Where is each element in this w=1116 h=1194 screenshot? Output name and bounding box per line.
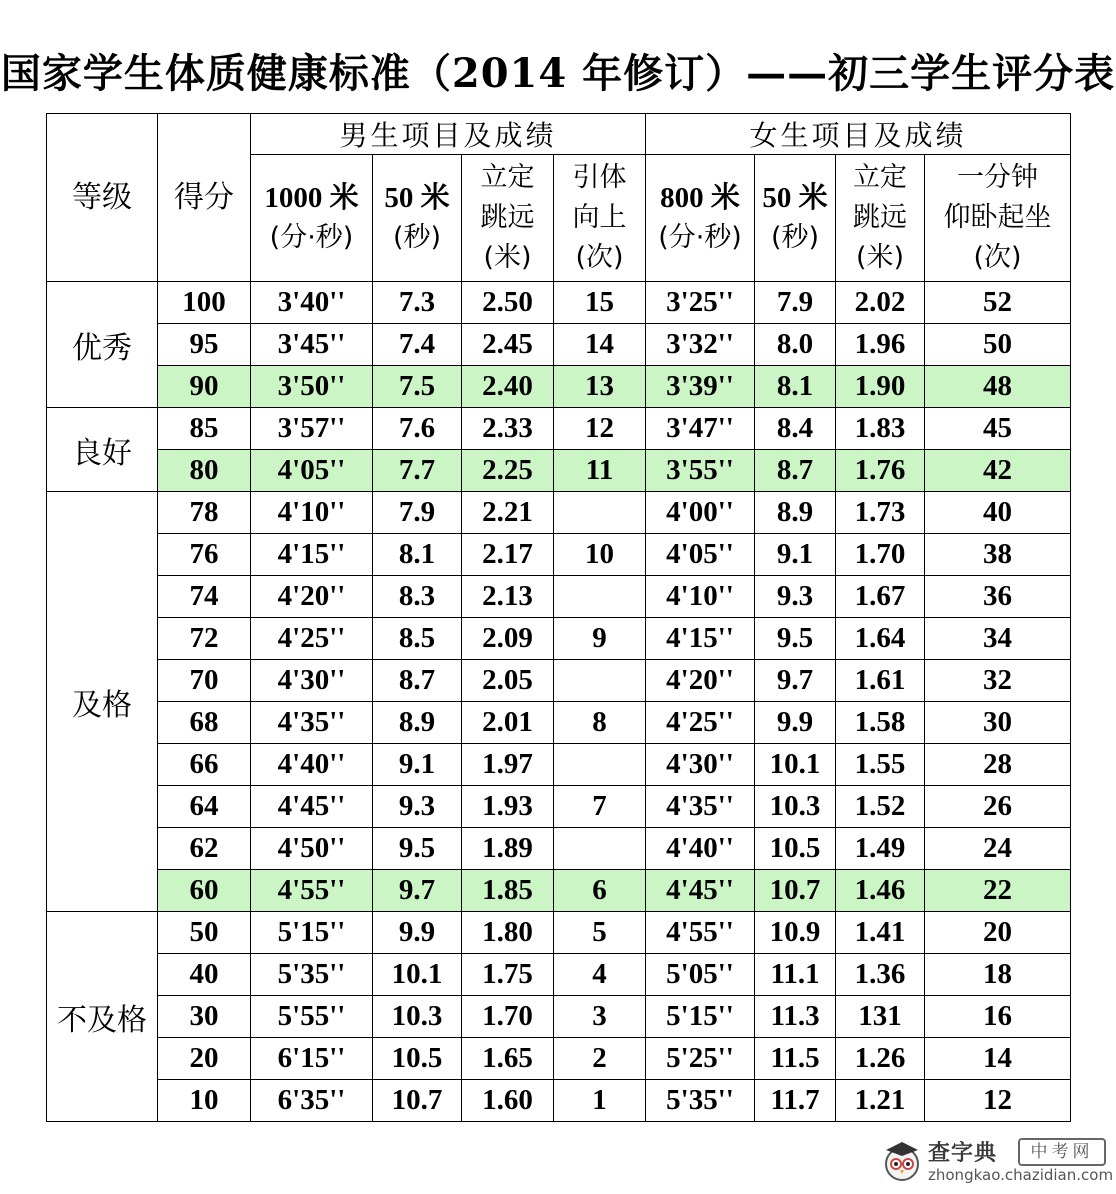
female-situp-cell: 48 — [925, 366, 1071, 408]
male-1000m-cell: 4'25'' — [251, 618, 373, 660]
female-50m-cell: 11.1 — [755, 954, 836, 996]
owl-scholar-icon — [880, 1138, 924, 1182]
female-50m-cell: 10.3 — [755, 786, 836, 828]
male-jump-cell: 2.45 — [462, 324, 554, 366]
header-female-jump-unit: (米) — [855, 242, 905, 273]
score-cell: 80 — [158, 450, 251, 492]
score-cell: 10 — [158, 1080, 251, 1122]
score-cell: 60 — [158, 870, 251, 912]
table-row — [47, 618, 1071, 660]
header-male-50m-name: 50 米 — [384, 182, 450, 214]
male-jump-cell: 1.70 — [462, 996, 554, 1038]
female-situp-cell: 36 — [925, 576, 1071, 618]
female-50m-cell: 11.7 — [755, 1080, 836, 1122]
male-pullup-cell: 13 — [554, 366, 646, 408]
female-800m-cell: 4'55'' — [646, 912, 755, 954]
male-pullup-cell: 4 — [554, 954, 646, 996]
female-jump-cell: 1.83 — [836, 408, 925, 450]
female-50m-cell: 10.1 — [755, 744, 836, 786]
male-1000m-cell: 3'45'' — [251, 324, 373, 366]
table-row — [47, 954, 1071, 996]
male-jump-cell: 2.33 — [462, 408, 554, 450]
male-50m-cell: 7.7 — [373, 450, 462, 492]
table-row — [47, 1080, 1071, 1122]
female-situp-cell: 28 — [925, 744, 1071, 786]
header-male-1000m — [251, 155, 373, 282]
female-situp-cell: 18 — [925, 954, 1071, 996]
female-situp-cell: 22 — [925, 870, 1071, 912]
female-situp-cell: 20 — [925, 912, 1071, 954]
female-situp-cell: 52 — [925, 282, 1071, 324]
male-pullup-cell: 7 — [554, 786, 646, 828]
table-row — [47, 1038, 1071, 1080]
male-pullup-cell — [554, 576, 646, 618]
female-50m-cell: 11.5 — [755, 1038, 836, 1080]
male-jump-cell: 1.85 — [462, 870, 554, 912]
male-50m-cell: 9.1 — [373, 744, 462, 786]
male-pullup-cell: 1 — [554, 1080, 646, 1122]
male-50m-cell: 10.7 — [373, 1080, 462, 1122]
female-800m-cell: 3'55'' — [646, 450, 755, 492]
female-50m-cell: 9.5 — [755, 618, 836, 660]
female-50m-cell: 7.9 — [755, 282, 836, 324]
female-800m-cell: 5'05'' — [646, 954, 755, 996]
table-row — [47, 870, 1071, 912]
header-female-50m-unit: (秒) — [770, 222, 820, 253]
male-pullup-cell — [554, 744, 646, 786]
female-800m-cell: 3'39'' — [646, 366, 755, 408]
score-cell: 66 — [158, 744, 251, 786]
female-jump-cell: 1.26 — [836, 1038, 925, 1080]
female-jump-cell: 1.58 — [836, 702, 925, 744]
score-cell: 90 — [158, 366, 251, 408]
female-situp-cell: 50 — [925, 324, 1071, 366]
male-1000m-cell: 5'15'' — [251, 912, 373, 954]
watermark-brand: 查字典 — [928, 1141, 998, 1166]
female-jump-cell: 1.49 — [836, 828, 925, 870]
score-cell: 74 — [158, 576, 251, 618]
male-50m-cell: 7.4 — [373, 324, 462, 366]
male-pullup-cell: 10 — [554, 534, 646, 576]
header-female-jump-l1: 立定 — [853, 162, 908, 193]
grade-excellent: 优秀 — [47, 282, 158, 408]
male-pullup-cell: 2 — [554, 1038, 646, 1080]
header-male-jump-l1: 立定 — [480, 162, 535, 193]
male-50m-cell: 9.9 — [373, 912, 462, 954]
male-50m-cell: 7.6 — [373, 408, 462, 450]
male-50m-cell: 7.3 — [373, 282, 462, 324]
female-800m-cell: 4'30'' — [646, 744, 755, 786]
female-50m-cell: 8.9 — [755, 492, 836, 534]
female-jump-cell: 1.76 — [836, 450, 925, 492]
header-female-situp-unit: (次) — [973, 242, 1022, 273]
female-50m-cell: 9.1 — [755, 534, 836, 576]
female-800m-cell: 4'00'' — [646, 492, 755, 534]
female-800m-cell: 4'40'' — [646, 828, 755, 870]
female-situp-cell: 24 — [925, 828, 1071, 870]
header-male-50m-unit: (秒) — [392, 222, 442, 253]
male-1000m-cell: 3'57'' — [251, 408, 373, 450]
male-jump-cell: 1.89 — [462, 828, 554, 870]
table-row — [47, 408, 1071, 450]
table-row — [47, 366, 1071, 408]
female-800m-cell: 5'25'' — [646, 1038, 755, 1080]
male-1000m-cell: 4'50'' — [251, 828, 373, 870]
male-50m-cell: 9.3 — [373, 786, 462, 828]
female-50m-cell: 9.7 — [755, 660, 836, 702]
table-body — [47, 282, 1071, 1122]
female-jump-cell: 131 — [836, 996, 925, 1038]
female-jump-cell: 1.36 — [836, 954, 925, 996]
male-pullup-cell: 12 — [554, 408, 646, 450]
male-jump-cell: 1.75 — [462, 954, 554, 996]
male-1000m-cell: 5'55'' — [251, 996, 373, 1038]
female-800m-cell: 4'25'' — [646, 702, 755, 744]
score-table — [46, 113, 1071, 1122]
header-male-pullup-l1: 引体 — [572, 162, 627, 193]
watermark-url: zhongkao.chazidian.com — [928, 1166, 1114, 1184]
header-male-1000m-name: 1000 米 — [264, 182, 359, 214]
female-jump-cell: 1.90 — [836, 366, 925, 408]
female-800m-cell: 4'35'' — [646, 786, 755, 828]
male-pullup-cell: 3 — [554, 996, 646, 1038]
header-male-pullup-l2: 向上 — [572, 202, 627, 233]
header-male-pullup — [554, 155, 646, 282]
header-male-jump — [462, 155, 554, 282]
male-1000m-cell: 5'35'' — [251, 954, 373, 996]
female-800m-cell: 4'05'' — [646, 534, 755, 576]
score-cell: 72 — [158, 618, 251, 660]
male-pullup-cell: 9 — [554, 618, 646, 660]
female-jump-cell: 1.64 — [836, 618, 925, 660]
header-male-jump-unit: (米) — [483, 242, 532, 273]
female-situp-cell: 26 — [925, 786, 1071, 828]
male-1000m-cell: 3'40'' — [251, 282, 373, 324]
male-50m-cell: 9.7 — [373, 870, 462, 912]
male-pullup-cell: 14 — [554, 324, 646, 366]
male-pullup-cell: 11 — [554, 450, 646, 492]
header-female-situp-l1: 一分钟 — [957, 162, 1039, 193]
male-50m-cell: 10.5 — [373, 1038, 462, 1080]
male-50m-cell: 8.1 — [373, 534, 462, 576]
female-situp-cell: 42 — [925, 450, 1071, 492]
female-situp-cell: 14 — [925, 1038, 1071, 1080]
female-800m-cell: 4'45'' — [646, 870, 755, 912]
table-row — [47, 324, 1071, 366]
female-situp-cell: 34 — [925, 618, 1071, 660]
header-female-800m — [646, 155, 755, 282]
table-row — [47, 786, 1071, 828]
header-female-group: 女生项目及成绩 — [646, 114, 1071, 155]
female-situp-cell: 32 — [925, 660, 1071, 702]
female-situp-cell: 30 — [925, 702, 1071, 744]
score-cell: 30 — [158, 996, 251, 1038]
female-50m-cell: 8.1 — [755, 366, 836, 408]
table-row — [47, 912, 1071, 954]
female-50m-cell: 10.9 — [755, 912, 836, 954]
male-1000m-cell: 6'35'' — [251, 1080, 373, 1122]
female-jump-cell: 1.61 — [836, 660, 925, 702]
male-jump-cell: 2.13 — [462, 576, 554, 618]
male-pullup-cell — [554, 660, 646, 702]
male-1000m-cell: 6'15'' — [251, 1038, 373, 1080]
male-50m-cell: 8.5 — [373, 618, 462, 660]
grade-pass: 及格 — [47, 492, 158, 912]
female-jump-cell: 1.52 — [836, 786, 925, 828]
header-female-800m-unit: (分·秒) — [658, 222, 742, 253]
female-50m-cell: 11.3 — [755, 996, 836, 1038]
header-female-800m-name: 800 米 — [660, 182, 740, 214]
male-1000m-cell: 4'35'' — [251, 702, 373, 744]
header-female-50m-name: 50 米 — [762, 182, 828, 214]
female-jump-cell: 1.21 — [836, 1080, 925, 1122]
female-50m-cell: 10.5 — [755, 828, 836, 870]
header-female-50m — [755, 155, 836, 282]
table-row — [47, 828, 1071, 870]
female-jump-cell: 1.96 — [836, 324, 925, 366]
male-jump-cell: 1.97 — [462, 744, 554, 786]
table-row — [47, 492, 1071, 534]
watermark — [880, 1136, 1114, 1186]
score-cell: 20 — [158, 1038, 251, 1080]
score-cell: 70 — [158, 660, 251, 702]
female-50m-cell: 8.0 — [755, 324, 836, 366]
male-pullup-cell: 6 — [554, 870, 646, 912]
table-row — [47, 576, 1071, 618]
male-jump-cell: 1.80 — [462, 912, 554, 954]
female-800m-cell: 4'10'' — [646, 576, 755, 618]
female-50m-cell: 10.7 — [755, 870, 836, 912]
table-row — [47, 660, 1071, 702]
female-800m-cell: 5'35'' — [646, 1080, 755, 1122]
female-800m-cell: 5'15'' — [646, 996, 755, 1038]
male-1000m-cell: 4'30'' — [251, 660, 373, 702]
score-cell: 78 — [158, 492, 251, 534]
female-50m-cell: 9.9 — [755, 702, 836, 744]
header-male-jump-l2: 跳远 — [480, 202, 535, 233]
score-cell: 100 — [158, 282, 251, 324]
male-pullup-cell — [554, 492, 646, 534]
score-cell: 40 — [158, 954, 251, 996]
table-row — [47, 534, 1071, 576]
female-jump-cell: 1.41 — [836, 912, 925, 954]
male-1000m-cell: 4'40'' — [251, 744, 373, 786]
male-50m-cell: 8.3 — [373, 576, 462, 618]
male-jump-cell: 2.50 — [462, 282, 554, 324]
male-jump-cell: 2.17 — [462, 534, 554, 576]
header-female-situp-l2: 仰卧起坐 — [943, 202, 1052, 233]
male-jump-cell: 1.65 — [462, 1038, 554, 1080]
male-jump-cell: 2.05 — [462, 660, 554, 702]
grade-good: 良好 — [47, 408, 158, 492]
female-800m-cell: 3'25'' — [646, 282, 755, 324]
male-1000m-cell: 3'50'' — [251, 366, 373, 408]
male-50m-cell: 8.7 — [373, 660, 462, 702]
female-situp-cell: 16 — [925, 996, 1071, 1038]
score-cell: 85 — [158, 408, 251, 450]
table-row — [47, 450, 1071, 492]
male-jump-cell: 2.01 — [462, 702, 554, 744]
table-row — [47, 702, 1071, 744]
male-1000m-cell: 4'20'' — [251, 576, 373, 618]
female-800m-cell: 4'20'' — [646, 660, 755, 702]
female-800m-cell: 4'15'' — [646, 618, 755, 660]
watermark-section: 中考网 — [1018, 1138, 1106, 1166]
page-title: 国家学生体质健康标准（2014 年修订）——初三学生评分表 — [0, 50, 1116, 97]
female-800m-cell: 3'32'' — [646, 324, 755, 366]
score-cell: 76 — [158, 534, 251, 576]
table-row — [47, 282, 1071, 324]
male-1000m-cell: 4'15'' — [251, 534, 373, 576]
header-female-jump — [836, 155, 925, 282]
male-50m-cell: 10.3 — [373, 996, 462, 1038]
header-grade: 等级 — [47, 114, 158, 282]
female-jump-cell: 1.67 — [836, 576, 925, 618]
male-50m-cell: 8.9 — [373, 702, 462, 744]
male-50m-cell: 9.5 — [373, 828, 462, 870]
male-1000m-cell: 4'10'' — [251, 492, 373, 534]
female-jump-cell: 1.70 — [836, 534, 925, 576]
header-male-pullup-unit: (次) — [575, 242, 624, 273]
score-cell: 64 — [158, 786, 251, 828]
header-male-group: 男生项目及成绩 — [251, 114, 646, 155]
header-score: 得分 — [158, 114, 251, 282]
female-800m-cell: 3'47'' — [646, 408, 755, 450]
male-pullup-cell: 15 — [554, 282, 646, 324]
male-50m-cell: 7.5 — [373, 366, 462, 408]
female-situp-cell: 38 — [925, 534, 1071, 576]
male-jump-cell: 1.60 — [462, 1080, 554, 1122]
male-jump-cell: 2.21 — [462, 492, 554, 534]
header-female-situp — [925, 155, 1071, 282]
header-male-1000m-unit: (分·秒) — [269, 222, 354, 253]
score-cell: 68 — [158, 702, 251, 744]
female-situp-cell: 45 — [925, 408, 1071, 450]
male-1000m-cell: 4'45'' — [251, 786, 373, 828]
female-jump-cell: 1.73 — [836, 492, 925, 534]
male-jump-cell: 2.40 — [462, 366, 554, 408]
header-male-50m — [373, 155, 462, 282]
table-row — [47, 744, 1071, 786]
male-pullup-cell: 5 — [554, 912, 646, 954]
female-50m-cell: 9.3 — [755, 576, 836, 618]
score-cell: 62 — [158, 828, 251, 870]
grade-fail: 不及格 — [47, 912, 158, 1122]
female-50m-cell: 8.7 — [755, 450, 836, 492]
male-jump-cell: 2.25 — [462, 450, 554, 492]
score-cell: 95 — [158, 324, 251, 366]
female-jump-cell: 1.46 — [836, 870, 925, 912]
male-pullup-cell — [554, 828, 646, 870]
male-50m-cell: 10.1 — [373, 954, 462, 996]
header-female-jump-l2: 跳远 — [853, 202, 908, 233]
male-pullup-cell: 8 — [554, 702, 646, 744]
male-1000m-cell: 4'05'' — [251, 450, 373, 492]
female-jump-cell: 2.02 — [836, 282, 925, 324]
table-row — [47, 996, 1071, 1038]
female-situp-cell: 12 — [925, 1080, 1071, 1122]
male-50m-cell: 7.9 — [373, 492, 462, 534]
score-cell: 50 — [158, 912, 251, 954]
female-situp-cell: 40 — [925, 492, 1071, 534]
male-1000m-cell: 4'55'' — [251, 870, 373, 912]
female-50m-cell: 8.4 — [755, 408, 836, 450]
female-jump-cell: 1.55 — [836, 744, 925, 786]
male-jump-cell: 2.09 — [462, 618, 554, 660]
male-jump-cell: 1.93 — [462, 786, 554, 828]
